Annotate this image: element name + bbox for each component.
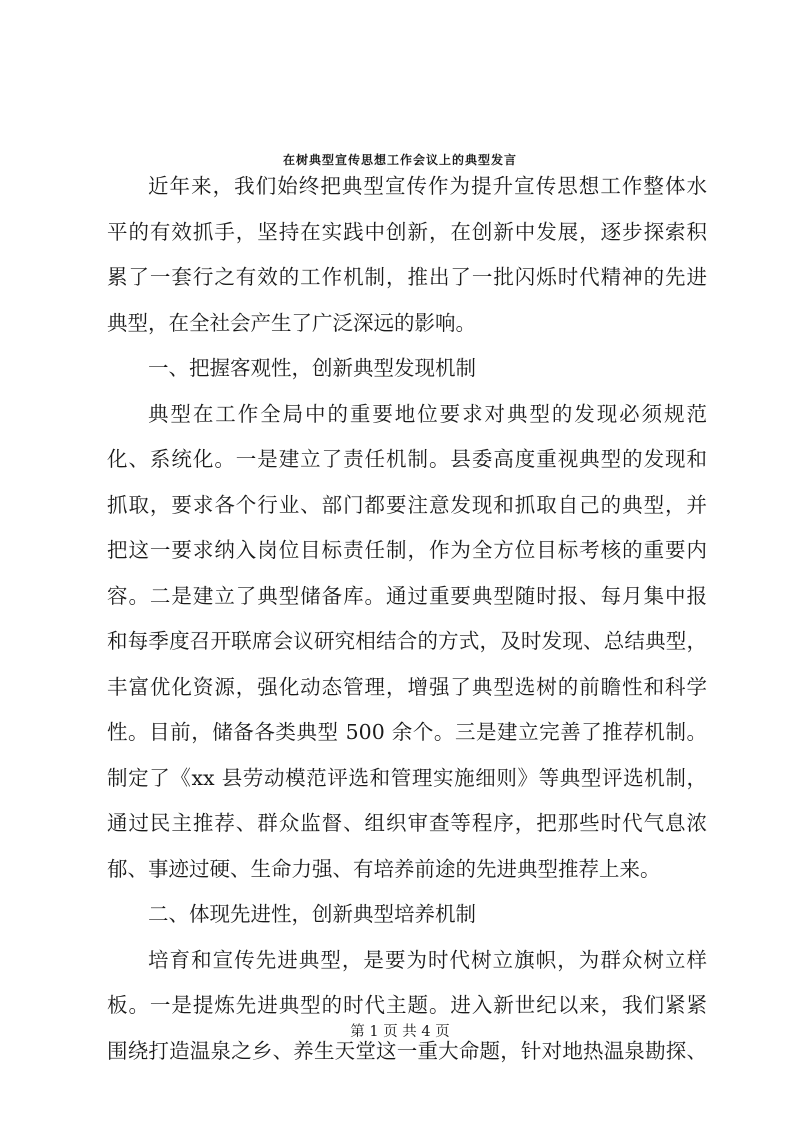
paragraph-line: 平的有效抓手，坚持在实践中创新，在创新中发展，逐步探索积 <box>107 219 707 244</box>
page-footer: 第 1 页 共 4 页 <box>350 1024 450 1040</box>
paragraph-line: 通过民主推荐、群众监督、组织审查等程序，把那些时代气息浓 <box>107 811 707 835</box>
paragraph-line: 郁、事迹过硬、生命力强、有培养前途的先进典型推荐上来。 <box>107 856 661 881</box>
paragraph-line: 典型，在全社会产生了广泛深远的影响。 <box>107 310 476 335</box>
paragraph-line: 围绕打造温泉之乡、养生天堂这一重大命题，针对地热温泉勘探、 <box>107 1038 707 1063</box>
paragraph-line: 抓取，要求各个行业、部门都要注意发现和抓取自己的典型，并 <box>107 492 707 517</box>
paragraph-line: 性。目前，储备各类典型 500 余个。三是建立完善了推荐机制。 <box>107 720 707 744</box>
paragraph-line: 化、系统化。一是建立了责任机制。县委高度重视典型的发现和 <box>107 447 707 471</box>
paragraph-line: 板。一是提炼先进典型的时代主题。进入新世纪以来，我们紧紧 <box>107 993 707 1017</box>
paragraph-line: 和每季度召开联席会议研究相结合的方式，及时发现、总结典型， <box>107 629 707 653</box>
document-title: 在树典型宣传思想工作会议上的典型发言 <box>282 153 517 167</box>
document-body <box>107 164 707 1074</box>
paragraph-line: 近年来，我们始终把典型宣传作为提升宣传思想工作整体水 <box>148 174 707 198</box>
paragraph-line: 制定了《xx 县劳动模范评选和管理实施细则》等典型评选机制， <box>107 765 707 790</box>
paragraph-line: 把这一要求纳入岗位目标责任制，作为全方位目标考核的重要内 <box>107 538 707 562</box>
paragraph-line: 典型在工作全局中的重要地位要求对典型的发现必须规范 <box>148 401 707 426</box>
paragraph-line: 丰富优化资源，强化动态管理，增强了典型选树的前瞻性和科学 <box>107 674 707 699</box>
section-heading: 二、体现先进性，创新典型培养机制 <box>148 902 476 926</box>
paragraph-line: 累了一套行之有效的工作机制，推出了一批闪烁时代精神的先进 <box>107 265 707 289</box>
paragraph-line: 培育和宣传先进典型，是要为时代树立旗帜，为群众树立样 <box>148 947 707 972</box>
section-heading: 一、把握客观性，创新典型发现机制 <box>148 356 476 380</box>
paragraph-line: 容。二是建立了典型储备库。通过重要典型随时报、每月集中报 <box>107 583 707 608</box>
